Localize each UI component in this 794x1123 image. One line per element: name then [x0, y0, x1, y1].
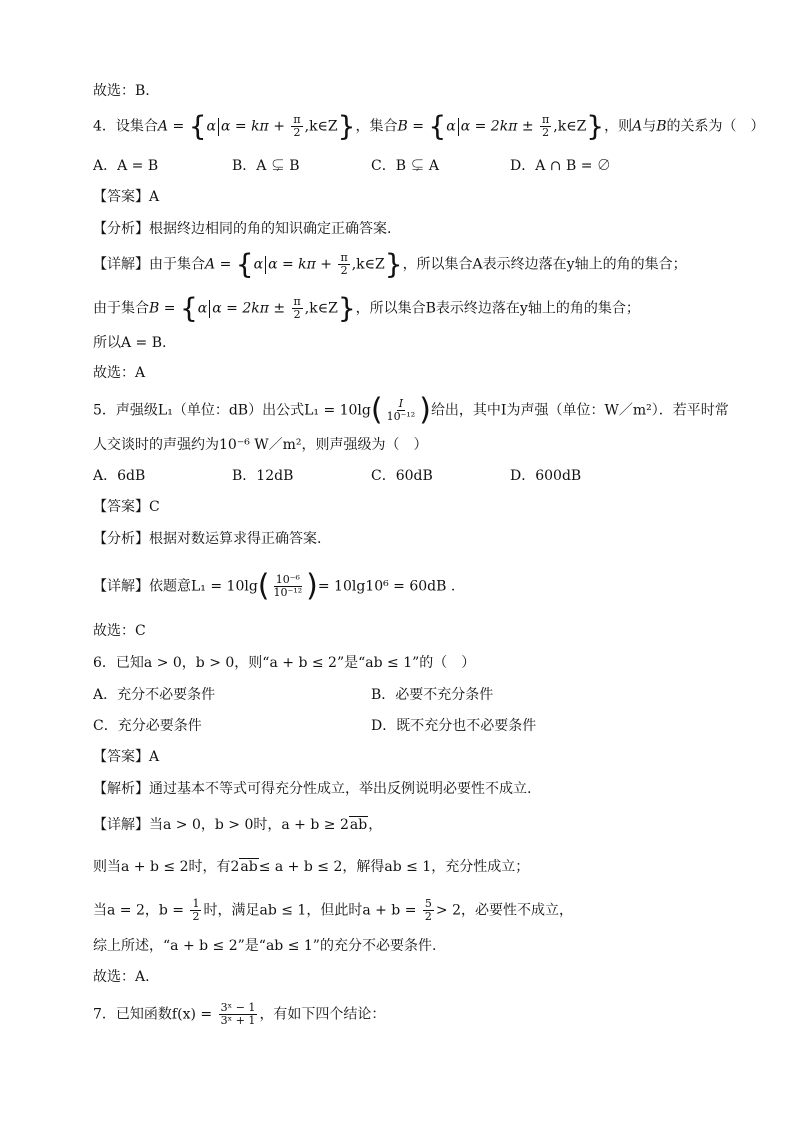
- q4-option-c: C．B ⊊ A: [371, 158, 440, 174]
- q6-option-b: B．必要不充分条件: [371, 687, 494, 703]
- q4-setA-brace-open: {: [188, 109, 207, 143]
- q6-option-d: D．既不充分也不必要条件: [371, 718, 537, 734]
- q4-answer: 【答案】A: [93, 189, 160, 205]
- q4-setA-bar: [218, 118, 219, 136]
- q4-setB-frac: $\frac{\pi}{2}$: [542, 113, 550, 139]
- q4-analysis: 【分析】根据终边相同的角的知识确定正确答案.: [93, 221, 392, 237]
- q4-stem: 4．设集合A = {α α = kπ + $\frac{\pi}{2}$ ,k∈Z}，集合B = {α α = 2kπ ± $\frac{\pi}{2}$ ,k∈Z}，则A与B的关系为（ ）: [93, 109, 765, 143]
- q4-setA-tail: ,k∈Z: [304, 118, 338, 135]
- q4-number: 4．: [93, 118, 116, 135]
- q6-answer: 【答案】A: [93, 749, 160, 765]
- q6-detail-4: 综上所述，“a + b ≤ 2”是“ab ≤ 1”的充分不必要条件.: [93, 938, 437, 954]
- q5-option-d: D．600dB: [510, 468, 582, 484]
- q4-setB-elem: α: [446, 118, 456, 135]
- q4-stem-prefix: 设集合: [115, 118, 158, 135]
- q4-setA-brace-close: }: [337, 109, 356, 143]
- q4-option-d: D．A ∩ B = ∅: [510, 158, 611, 174]
- q5-stem-cont: 人交谈时的声强约为10⁻⁶ W／m²，则声强级为（ ）: [93, 437, 428, 453]
- q4-stem-A: A: [632, 118, 643, 135]
- q6-option-a: A．充分不必要条件: [93, 687, 216, 703]
- q3-conclusion: 故选：B.: [93, 83, 150, 99]
- q4-setA-frac: $\frac{\pi}{2}$: [293, 113, 301, 139]
- q4-setA-rule: α = kπ +: [220, 118, 290, 135]
- q6-conclusion: 故选：A.: [93, 969, 150, 985]
- q4-stem-end3: 的关系为（ ）: [666, 118, 765, 135]
- q7-stem: 7．已知函数f(x) = $\frac{\text{3ˣ − 1}}{\text{3ˣ + 1}}$ ，有如下四个结论：: [93, 1001, 386, 1027]
- q4-setA-name: A: [157, 118, 169, 135]
- q4-setB-brace-open: {: [428, 109, 447, 143]
- q4-detail-3: 所以A = B.: [93, 335, 167, 351]
- q4-setB-rule: α = 2kπ ±: [460, 118, 539, 135]
- q5-option-c: C．60dB: [371, 468, 433, 484]
- q4-conclusion: 故选：A: [93, 365, 146, 381]
- q4-setB-bar: [458, 118, 459, 136]
- q5-detail: 【详解】依题意L₁ = 10lg( $\frac{\text{10⁻⁶}}{\text{10⁻¹²}}$ )= 10lg10⁶ = 60dB .: [93, 568, 456, 604]
- q4-stem-end2: 与: [642, 118, 657, 135]
- q4-stem-mid: ，集合: [355, 118, 398, 135]
- q4-setB-tail: ,k∈Z: [553, 118, 587, 135]
- q4-setB-brace-close: }: [586, 109, 605, 143]
- q6-detail-3: 当a = 2，b = $\frac{1}{2}$ 时，满足ab ≤ 1，但此时a + b = $\frac{5}{2}$ > 2，必要性不成立，: [93, 897, 573, 923]
- q4-detail-1: 【详解】由于集合A = {α α = kπ + $\frac{\pi}{2}$ ,k∈Z}，所以集合A表示终边落在y轴上的角的集合；: [93, 247, 687, 281]
- q5-answer: 【答案】C: [93, 499, 160, 515]
- q6-option-c: C．充分必要条件: [93, 718, 202, 734]
- q6-detail-2: 则当a + b ≤ 2时，有2ab≤ a + b ≤ 2，解得ab ≤ 1，充分性成立；: [93, 859, 530, 875]
- q4-option-b: B．A ⊊ B: [232, 158, 300, 174]
- q5-option-b: B．12dB: [232, 468, 294, 484]
- q4-setB-name: B: [397, 118, 408, 135]
- q5-option-a: A．6dB: [93, 468, 146, 484]
- q6-analysis: 【解析】通过基本不等式可得充分性成立，举出反例说明必要性不成立.: [93, 781, 532, 797]
- q6-stem: 6．已知a > 0，b > 0，则“a + b ≤ 2”是“ab ≤ 1”的（ ）: [93, 655, 476, 671]
- q4-option-a: A．A = B: [93, 158, 159, 174]
- q5-conclusion: 故选：C: [93, 623, 146, 639]
- q4-detail-2: 由于集合B = {α α = 2kπ ± $\frac{\pi}{2}$ ,k∈Z}，所以集合B表示终边落在y轴上的角的集合；: [93, 291, 640, 325]
- q5-stem: 5．声强级L₁（单位：dB）出公式L₁ = 10lg( $\frac{I}{\text{10⁻¹²}}$ )给出，其中I为声强（单位：W／m²）．若平时常: [93, 392, 729, 428]
- q5-analysis: 【分析】根据对数运算求得正确答案.: [93, 531, 322, 547]
- q6-detail-1: 【详解】当a > 0，b > 0时，a + b ≥ 2ab，: [93, 817, 383, 833]
- q4-setA-elem: α: [206, 118, 216, 135]
- q4-stem-end1: ，则: [604, 118, 633, 135]
- q4-stem-B: B: [656, 118, 667, 135]
